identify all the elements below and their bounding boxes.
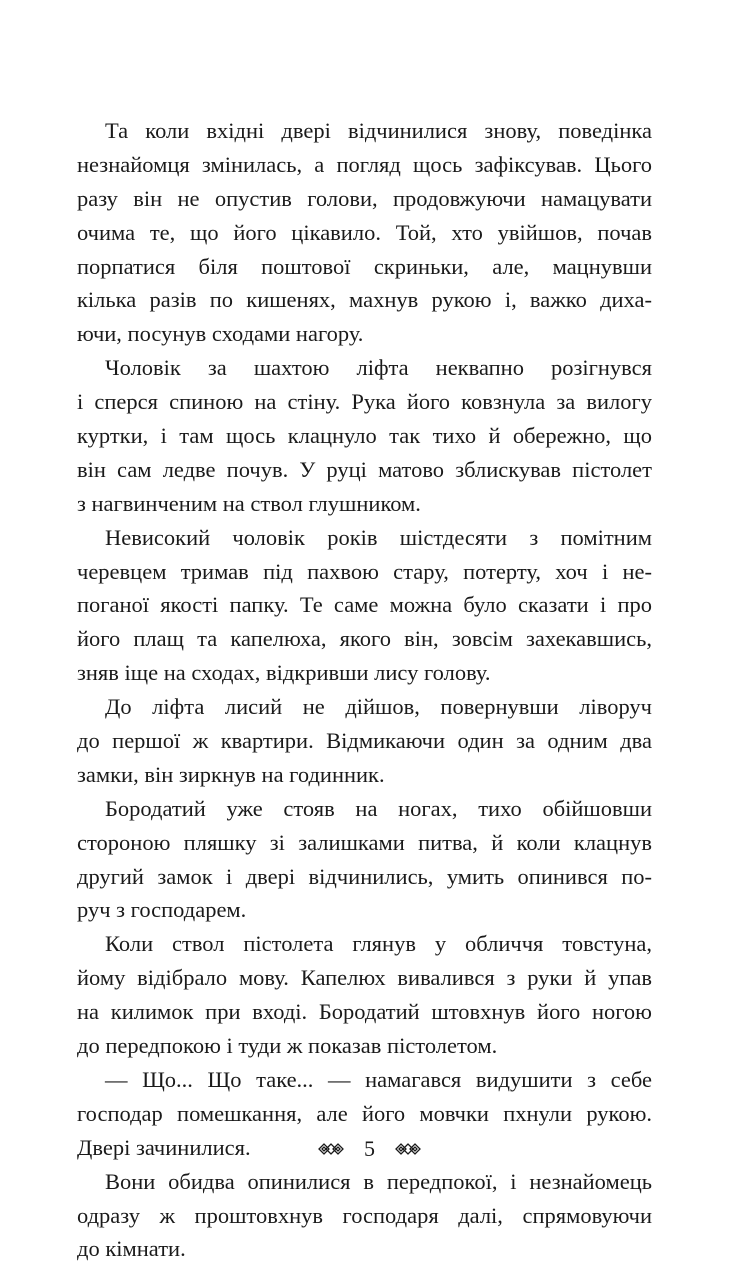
text-line: до передпокою і туди ж показав пістолетом. [77, 1033, 498, 1059]
text-line: Бородатий уже стояв на ногах, тихо обійшовши [105, 795, 652, 821]
text-line: одразу ж проштовхнув господаря далі, спрямовуючи [77, 1202, 652, 1228]
text-line: замки, він зиркнув на годинник. [77, 761, 385, 787]
text-line: черевцем тримав під пахвою стару, потерту, хоч і не- [77, 558, 652, 584]
text-line: з нагвинченим на ствол глушником. [77, 490, 421, 516]
text-line: Невисокий чоловік років шістдесяти з помітним [105, 524, 652, 550]
text-line: господар помешкання, але його мовчки пхнули рукою. [77, 1100, 652, 1126]
text-line: Вони обидва опинилися в передпокої, і незнайомець [105, 1168, 652, 1194]
text-line: його плащ та капелюха, якого він, зовсім захекавшись, [77, 626, 652, 652]
text-line: ючи, посунув сходами нагору. [77, 321, 364, 347]
text-line: очима те, що його цікавило. Той, хто увійшов, почав [77, 219, 652, 245]
text-line: на килимок при вході. Бородатий штовхнув його ногою [77, 999, 652, 1025]
text-line: До ліфта лисий не дійшов, повернувши ліворуч [105, 694, 652, 720]
text-line: стороною пляшку зі залишками питва, й коли клацнув [77, 829, 652, 855]
text-line: до кімнати. [77, 1236, 186, 1262]
page-number: 5 [364, 1136, 375, 1161]
text-line: другий замок і двері відчинились, умить опинився по- [77, 863, 652, 889]
text-line: до першої ж квартири. Відмикаючи один за одним два [77, 728, 652, 754]
text-line: куртки, і там щось клацнуло так тихо й обережно, що [77, 423, 652, 449]
text-line: кілька разів по кишенях, махнув рукою і, важко диха- [77, 287, 652, 313]
text-line: незнайомця змінилась, а погляд щось зафіксував. Цього [77, 151, 652, 177]
text-line: і сперся спиною на стіну. Рука його ковзнула за вилогу [77, 389, 652, 415]
braid-ornament-icon [318, 1142, 344, 1156]
text-line: порпатися біля поштової скриньки, але, мацнувши [77, 253, 652, 279]
text-line: Двері зачинилися. [77, 1134, 251, 1160]
text-line: він сам ледве почув. У руці матово зблискував пістолет [77, 456, 652, 482]
text-line: Та коли вхідні двері відчинилися знову, поведінка [105, 118, 652, 143]
page-footer [0, 1136, 739, 1162]
text-line: йому відібрало мову. Капелюх вивалився з руки й упав [77, 965, 652, 991]
text-line: Коли ствол пістолета глянув у обличчя товстуна, [105, 931, 652, 957]
text-line: поганої якості папку. Те саме можна було сказати і про [77, 592, 652, 618]
text-line: — Що... Що таке... — намагався видушити з себе [105, 1066, 652, 1092]
text-line: зняв іще на сходах, відкривши лису голову. [77, 660, 491, 686]
text-line: руч з господарем. [77, 897, 247, 923]
braid-ornament-icon [395, 1142, 421, 1156]
text-line: разу він не опустив голови, продовжуючи намацувати [77, 185, 652, 211]
text-line: Чоловік за шахтою ліфта неквапно розігнувся [105, 355, 652, 381]
body-text [77, 114, 652, 1266]
